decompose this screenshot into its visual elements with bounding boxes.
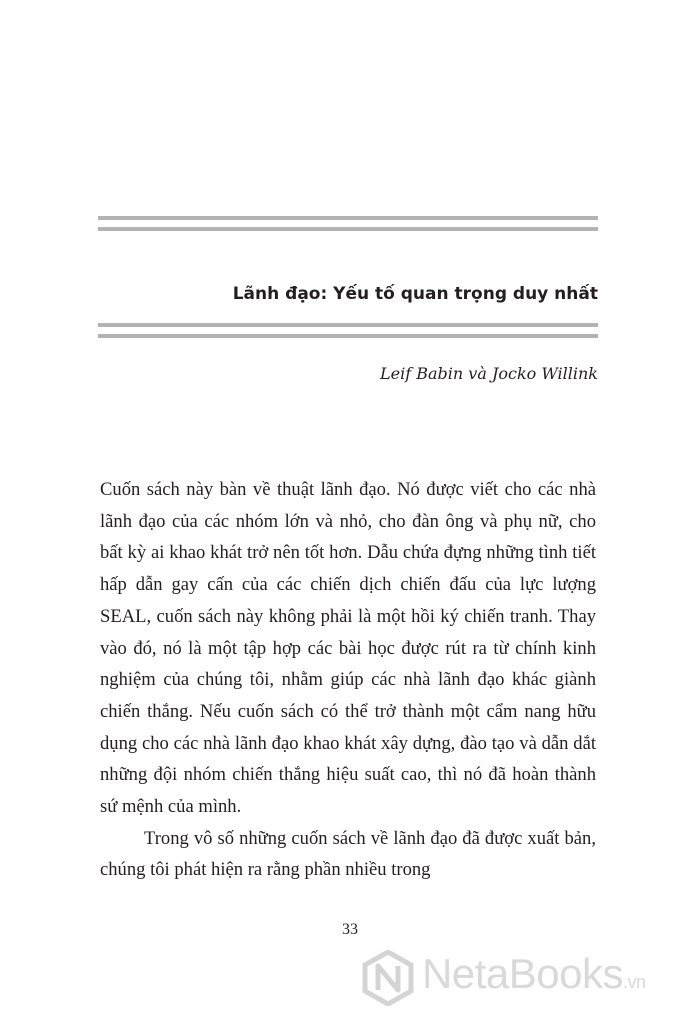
paragraph-1: Cuốn sách này bàn về thuật lãnh đạo. Nó được viết cho các nhà lãnh đạo của các nhóm lớn và nhỏ, cho đàn ông và phụ nữ, cho bất kỳ ai khao khát trở nên tốt hơn. Dẫu chứa đựng những tình tiết hấp dẫn gay cấn của các chiến dịch chiến đấu của lực lượng SEAL, cuốn sách này không phải là một hồi ký chiến tranh. Thay vào đó, nó là một tập hợp các bài học được rút ra từ chính kinh nghiệm của chúng tôi, nhằm giúp các nhà lãnh đạo khác giành chiến thắng. Nếu cuốn sách có thể trở thành một cẩm nang hữu dụng cho các nhà lãnh đạo khao khát xây dựng, đào tạo và dẫn dắt những đội nhóm chiến thắng hiệu suất cao, thì nó đã hoàn thành sứ mệnh của mình. — [100, 479, 596, 818]
top-rule-1 — [98, 216, 598, 220]
netabooks-logo-icon — [362, 950, 414, 1006]
page-number: 33 — [342, 921, 358, 938]
paragraph-2: Trong vô số những cuốn sách về lãnh đạo đã được xuất bản, chúng tôi phát hiện ra rằng phần nhiều trong — [100, 827, 596, 881]
top-rule-2 — [98, 227, 598, 231]
watermark — [362, 948, 692, 1008]
watermark-text — [422, 950, 645, 998]
chapter-title: Lãnh đạo: Yếu tố quan trọng duy nhất — [232, 284, 598, 304]
watermark-brand: NetaBooks — [422, 950, 623, 997]
bottom-rule-1 — [98, 323, 598, 327]
chapter-authors: Leif Babin và Jocko Willink — [380, 364, 598, 383]
body-text — [100, 474, 596, 886]
bottom-rule-2 — [98, 334, 598, 338]
watermark-suffix: .vn — [622, 972, 646, 992]
